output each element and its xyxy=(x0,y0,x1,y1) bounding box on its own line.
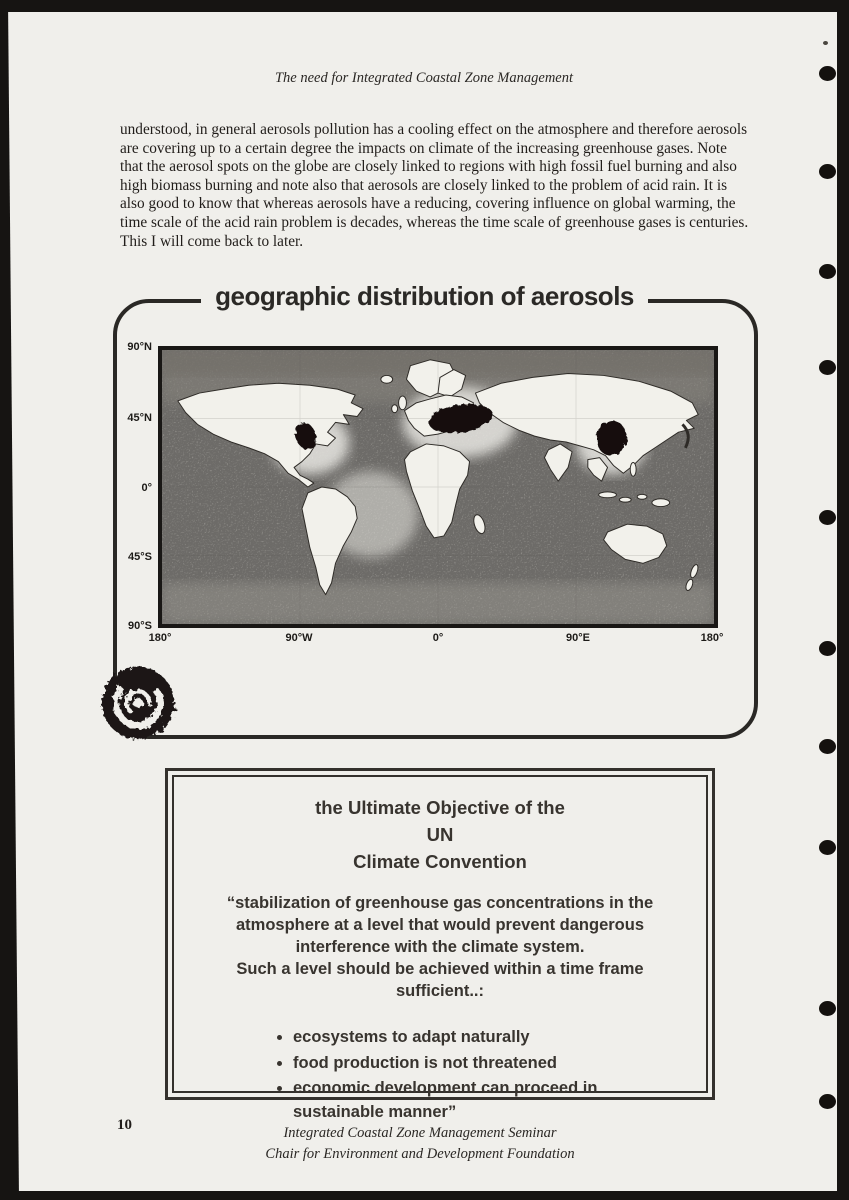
scan-edge-left xyxy=(0,0,20,1200)
world-map-image xyxy=(162,350,714,624)
figure-title: geographic distribution of aerosols xyxy=(0,281,849,312)
y-axis-label: 0° xyxy=(141,482,152,494)
y-axis-label: 90°S xyxy=(128,620,152,632)
x-axis-label: 90°W xyxy=(285,632,313,644)
punch-hole xyxy=(819,360,836,375)
x-axis-label: 180° xyxy=(700,632,724,644)
x-axis-label: 180° xyxy=(148,632,172,644)
punch-hole xyxy=(819,1001,836,1016)
punch-hole xyxy=(819,739,836,754)
x-axis-label: 0° xyxy=(432,632,444,644)
punch-hole xyxy=(819,1094,836,1109)
bullet-item: • food production is not threatened xyxy=(293,1052,605,1075)
spiral-stamp-logo-icon xyxy=(97,662,179,744)
footer-line-2: Chair for Environment and Development Foundation xyxy=(265,1146,575,1163)
punch-hole xyxy=(819,164,836,179)
footer xyxy=(120,1123,720,1165)
punch-hole xyxy=(819,641,836,656)
punch-hole xyxy=(819,264,836,279)
objective-quote: “stabilization of greenhouse gas concentrations in the atmosphere at a level that would prevent dangerous interference with the climate system. Such a level should be achieved within a time frame sufficient..: xyxy=(226,894,654,1000)
bullet-item: • economic development can proceed in sustainable manner” xyxy=(293,1077,605,1124)
x-axis-label: 90°E xyxy=(566,632,590,644)
objective-heading: the Ultimate Objective of the UN Climate Convention xyxy=(315,797,565,872)
running-header: The need for Integrated Coastal Zone Management xyxy=(274,70,573,86)
objective-bullet-list xyxy=(275,1026,605,1124)
footer-line-1: Integrated Coastal Zone Management Seminar xyxy=(283,1125,557,1141)
punch-hole xyxy=(819,510,836,525)
scan-edge-bottom xyxy=(0,1191,849,1200)
y-axis-label: 90°N xyxy=(127,341,152,353)
y-axis-label: 45°S xyxy=(128,551,152,563)
y-axis-label: 45°N xyxy=(127,412,152,424)
world-map xyxy=(158,346,718,628)
punch-hole xyxy=(819,840,836,855)
scan-speck xyxy=(823,41,828,45)
scan-edge-top xyxy=(0,0,849,12)
scan-edge-right xyxy=(837,0,849,1200)
page-number: 10 xyxy=(117,1117,132,1133)
bullet-item: • ecosystems to adapt naturally xyxy=(293,1026,605,1049)
punch-hole xyxy=(819,66,836,81)
objective-box xyxy=(165,768,715,1121)
body-paragraph: understood, in general aerosols pollution has a cooling effect on the atmosphere and therefore aerosols are covering up to a certain degree the impacts on climate of the increasing greenhouse gases. Note that the aerosol spots on the globe are closely linked to regions with high fossil fuel burning and also high biomass burning and note also that aerosols are closely linked to the problem of acid rain. It is also good to know that whereas aerosols have a reducing, covering influence on global warming, the time scale of the acid rain problem is decades, whereas the time scale of greenhouse gases is centuries. This I will come back to later. xyxy=(120,121,749,250)
